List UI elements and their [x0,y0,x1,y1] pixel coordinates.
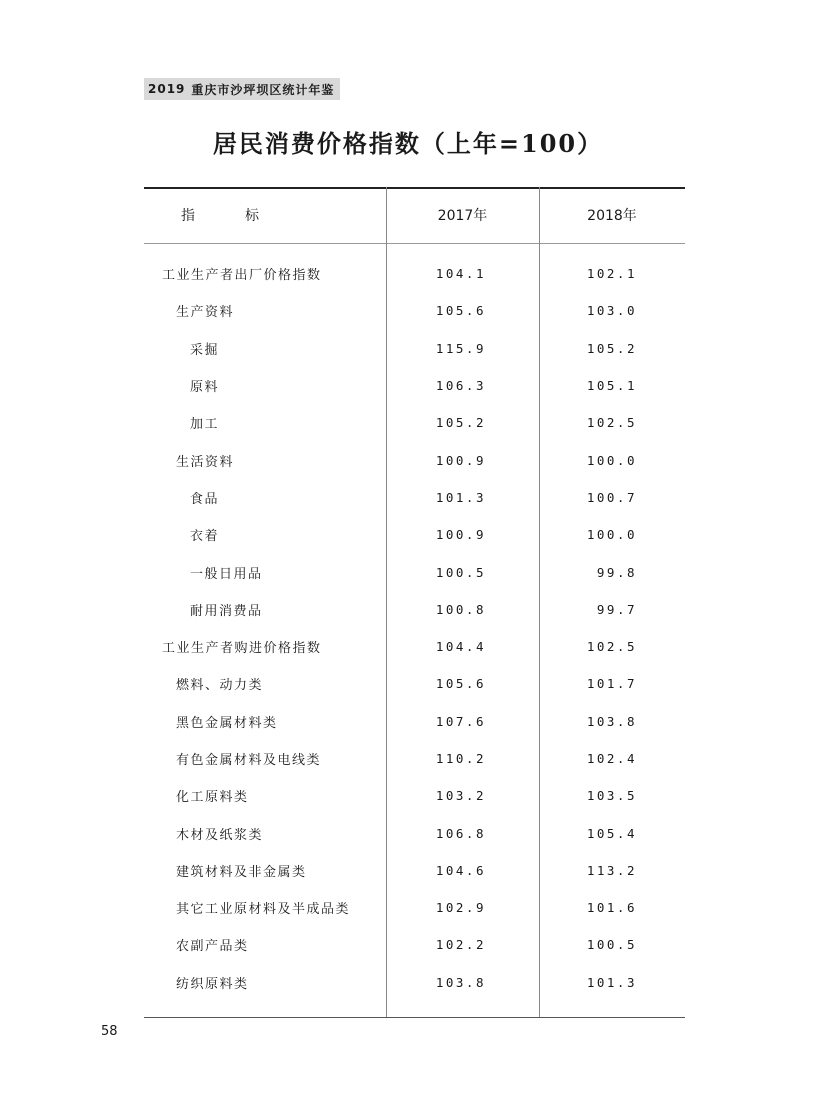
value-2018: 99.7 [596,601,637,617]
row-label: 建筑材料及非金属类 [176,864,307,880]
table-row [144,703,685,740]
header-year: 2019 [148,82,186,96]
table-header-rule [144,243,685,244]
row-label: 生产资料 [176,305,235,321]
value-2018: 105.2 [586,340,637,356]
header-indicator [144,187,314,243]
row-label: 其它工业原材料及半成品类 [176,902,351,918]
value-2018: 103.8 [586,713,637,729]
value-2018: 102.5 [586,639,637,655]
value-2017: 105.6 [435,676,486,692]
page-number: 58 [101,1024,118,1039]
value-2017: 102.9 [435,900,486,916]
header-book-title: 重庆市沙坪坝区统计年鉴 [191,82,335,97]
table-row [144,479,685,516]
value-2017: 105.6 [435,303,486,319]
table-row [144,777,685,814]
value-2018: 102.4 [586,751,637,766]
value-2017: 104.6 [435,862,486,878]
row-label: 纺织原料类 [176,976,249,992]
value-2017: 100.9 [435,452,486,468]
value-2017: 110.2 [435,751,486,766]
table-row [144,740,685,777]
value-2018: 103.0 [586,303,637,319]
table-row [144,889,685,926]
value-2017: 106.3 [435,378,486,394]
value-2017: 107.6 [435,713,486,729]
header-2018: 2018年 [587,208,637,224]
running-header [144,78,340,100]
header-2017: 2017年 [437,208,488,224]
value-2017: 102.2 [435,937,486,953]
row-label: 工业生产者购进价格指数 [162,641,322,657]
row-label: 衣着 [190,529,220,545]
value-2018: 100.0 [586,452,637,468]
row-label: 原料 [190,380,220,396]
value-2017: 106.8 [435,825,486,841]
table-row [144,404,685,441]
value-2018: 103.5 [586,788,637,804]
value-2018: 102.5 [586,415,637,431]
row-label: 有色金属材料及电线类 [176,753,322,768]
row-label: 农副产品类 [176,939,249,955]
row-label: 生活资料 [176,454,235,470]
row-label: 木材及纸浆类 [176,827,264,843]
value-2018: 102.1 [586,266,637,282]
value-2018: 100.5 [586,937,637,953]
value-2017: 100.9 [435,527,486,543]
row-label: 一般日用品 [190,566,263,582]
table-row [144,665,685,702]
value-2018: 100.0 [586,527,637,543]
value-2018: 99.8 [596,564,637,580]
value-2018: 105.4 [586,825,637,841]
row-label: 耐用消费品 [190,603,263,619]
value-2018: 100.7 [586,489,637,505]
header-indicator-label: 指 标 [181,208,277,224]
table-bottom-rule [144,1017,685,1018]
value-2017: 105.2 [435,415,486,431]
value-2017: 115.9 [435,340,486,356]
table-row [144,591,685,628]
table-row [144,292,685,329]
value-2017: 100.5 [435,564,486,580]
page-title: 居民消费价格指数（上年=100） [212,129,604,158]
table-row [144,926,685,963]
value-2017: 100.8 [435,601,486,617]
value-2018: 113.2 [586,862,637,878]
table-row [144,441,685,478]
value-2017: 103.2 [435,788,486,804]
value-2018: 101.3 [586,974,637,990]
row-label: 黑色金属材料类 [176,715,278,731]
table-row [144,516,685,553]
row-label: 食品 [190,491,220,507]
table-row [144,814,685,851]
table-row [144,628,685,665]
table-row [144,330,685,367]
value-2018: 101.7 [586,676,637,692]
value-2017: 104.4 [435,639,486,655]
row-label: 燃料、动力类 [176,678,264,694]
value-2018: 105.1 [586,378,637,394]
row-label: 工业生产者出厂价格指数 [162,268,322,284]
table-row [144,255,685,292]
value-2017: 101.3 [435,489,486,505]
table-body [144,255,685,1001]
table-row [144,367,685,404]
row-label: 加工 [190,417,220,433]
value-2017: 104.1 [435,266,486,282]
table-row [144,964,685,1001]
row-label: 采掘 [190,342,220,358]
value-2018: 101.6 [586,900,637,916]
row-label: 化工原料类 [176,790,249,806]
value-2017: 103.8 [435,974,486,990]
table-row [144,852,685,889]
table-row [144,553,685,590]
